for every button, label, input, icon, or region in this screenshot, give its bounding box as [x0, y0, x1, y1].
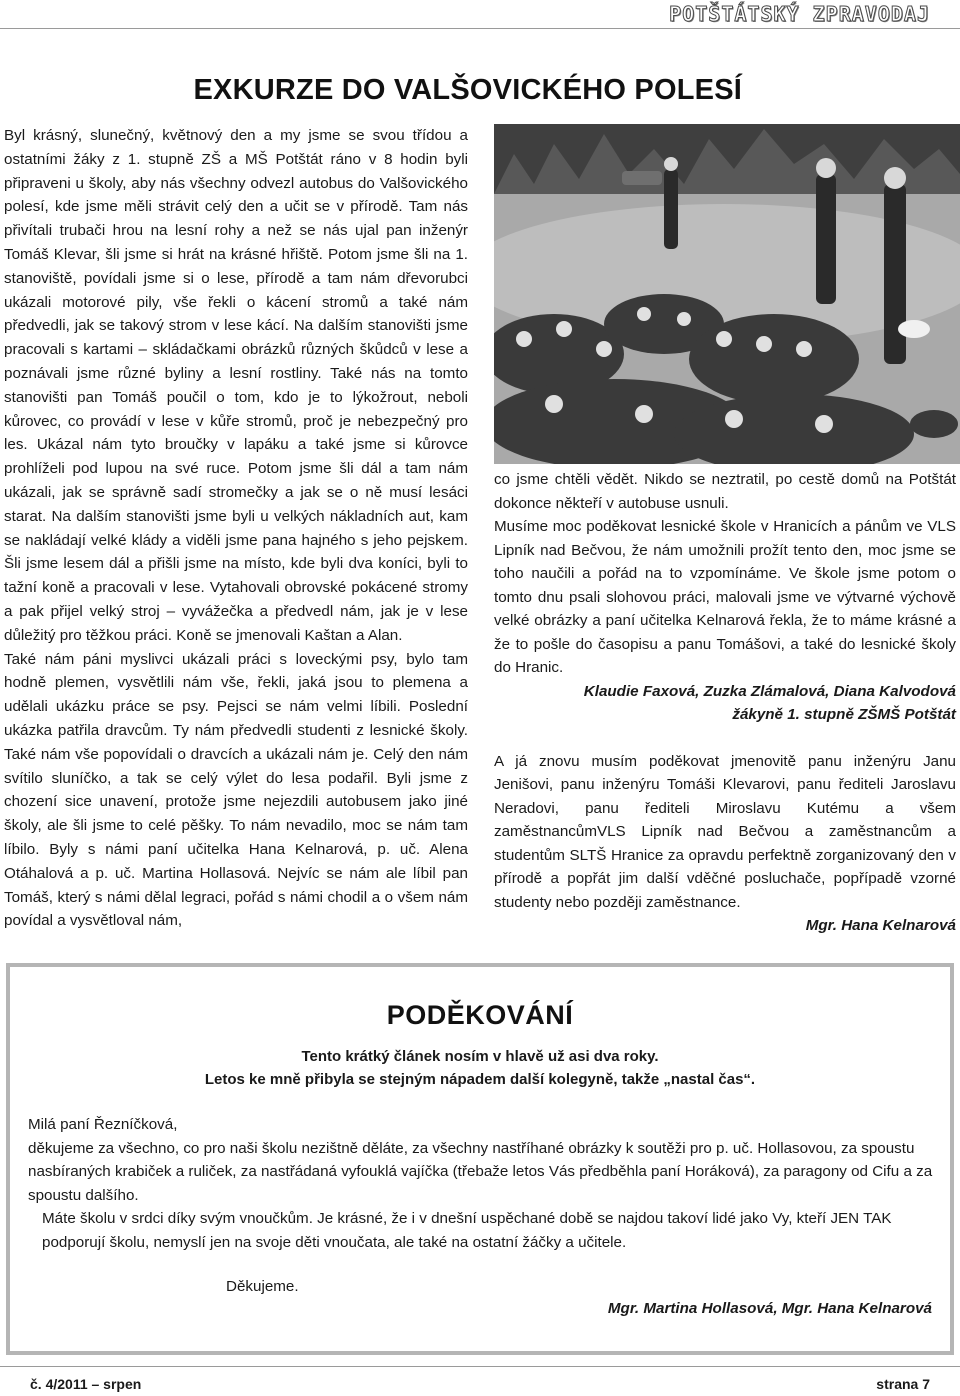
article-paragraph: Také nám páni myslivci ukázali práci s loveckými psy, bylo tam hodně plemen, vysvětlili nám vše, řekli, jaká jsou to plemena a udělali ukázku práce se psy. Pejsci se nám velmi líbili. Poslední ukázka patřila dravcům. Ty nám předvedli studenti z lesnické školy. Také nám vše popovídali o dravcích a ukázali nám je. Celý den nám svítilo sluníčko, a tak se celý výlet do lesa podařil. Byli jsme z chození sice unavení, protože jsme nejezdili autobusem jako jiné školy, ale šli jsme to celé pěšky. To nám nevadilo, moc se nám tam líbilo. Byly s námi paní učitelka Hana Kelnarová, p. uč. Alena Otáhalová a p. uč. Martina Hollasová. Nejvíc se nám ale líbil pan Tomáš, který s námi dělal legraci, pořád s námi chodil a o všem nám povídal a vysvětloval nám, [4, 650, 468, 930]
article-left-column [4, 124, 468, 933]
thanks-salutation: Milá paní Řezníčková, [28, 1116, 178, 1133]
article-title: EXKURZE DO VALŠOVICKÉHO POLESÍ [193, 74, 742, 106]
article-signature: Klaudie Faxová, Zuzka Zlámalová, Diana Kalvodová [583, 682, 956, 700]
article-paragraph: co jsme chtěli vědět. Nikdo se neztratil, po cestě domů na Potštát dokonce někteří v autobuse usnuli. [494, 471, 956, 512]
article-right-column [494, 468, 956, 938]
spacer [494, 727, 956, 750]
article-signature-role: žákyně 1. stupně ZŠMŠ Potštát [732, 706, 956, 723]
article-paragraph: Musíme moc poděkovat lesnické škole v Hranicích a pánům ve VLS Lipník nad Bečvou, že nám umožnili prožít tento den, moc jsme se toho naučili a pořád na to vzpomínáme. Ve škole jsme potom o tomto dnu psali slohovou práci, malovali jsme ve výtvarné výchově velké obrázky a paní učitelka Kelnarová řekla, že to máme krásné a že to pošle do časopisu a panu Tomášovi, a také do lesnické školy do Hranic. [494, 518, 956, 676]
footer-issue: č. 4/2011 – srpen [30, 1376, 142, 1392]
footer-page-number: strana 7 [876, 1376, 930, 1392]
thanks-subtitle-line: Letos ke mně přibyla se stejným nápadem další kolegyně, takže „nastal čas“. [204, 1071, 756, 1088]
photo-illustration [494, 124, 960, 464]
masthead: POTŠTÁTSKÝ ZPRAVODAJ [669, 2, 930, 26]
article-paragraph: Byl krásný, slunečný, květnový den a my jsme se svou třídou a ostatními žáky z 1. stupně ZŠ a MŠ Potštát ráno v 8 hodin byli připraveni u školy, aby nás všechny odvezl autobus do Valšovického polesí, kde jsme měli strávit celý den a učit se v přírodě. Tam nás přivítali trubači hrou na lesní rohy a než se nás ujal pan inženýr Tomáš Klevar, šli jsme si hrát na krásné hřiště. Potom jsme šli na 1. stanoviště, povídali jsme si o lese, přírodě a tam nám dřevorubci ukázali motorové pily, vše řekli o kácení stromů a také nám předvedli, jak se takový strom v lese kácí. Na dalším stanovišti jsme pracovali s kartami – skládačkami obrázků různých škůdců v lese a poznávali jsme různé byliny a lesní rostliny. Také nás na tomto stanovišti pan Tomáš poučil o tom, kdo je to lýkožrout, neboli kůrovec, co provádí v lese v kůře stromů, proč je nebezpečný pro les. Ukázal nám tyto broučky v lapáku a také jsme si kůrovce prohlíželi pod lupou na své ruce. Potom jsme šli dál a tam nám ukázali, jak se správně sadí stromečky a jak se o ně musí lesáci starat. Na dalším stanovišti jsme byli u velkých nákladních aut, kam se nakládají velké klády a viděli jsme pana hajného s jeho pejskem. Šli jsme lesem dál a přišli jsme na místo, kde byli dva koníci, byli to tažní koně a pracovali v lese. Vytahovali obrovské pokácené stromy a pak přijel velký stroj – vyvážečka a předvedl nám, jak je v lese důležitý pro těžkou práci. Koně se jmenovali Kaštan a Alan. [4, 127, 468, 644]
thanks-signature: Mgr. Martina Hollasová, Mgr. Hana Kelnarová [607, 1300, 932, 1317]
thanks-subtitle-line: Tento krátký článek nosím v hlavě už asi dva roky. [301, 1048, 659, 1065]
thanks-body [28, 1113, 934, 1254]
thanks-subtitle [0, 1045, 960, 1091]
article-paragraph: A já znovu musím poděkovat jmenovitě panu inženýru Janu Jenišovi, panu inženýru Tomáši Klevarovi, panu řediteli Jaroslavu Neradovi, panu řediteli Miroslavu Kutému a všem zaměstnancůmVLS Lipník nad Bečvou a zaměstnancům a studentům SLTŠ Hranice za opravdu perfektně zorganizovaný den v přírodě a popřát jim další vděčné posluchače, popřípadě vzorné studenty nebo později zaměstnance. [494, 752, 956, 911]
article-signature: Mgr. Hana Kelnarová [805, 917, 956, 934]
excursion-photo [494, 124, 960, 464]
thanks-paragraph: Máte školu v srdci díky svým vnoučkům. Je krásné, že i v dnešní uspěchané době se najdou takoví lidé jako Vy, kteří JEN TAK podporují školu, nemyslí jen na svoje děti vnoučata, ale také na ostatní žáčky a učitele. [42, 1210, 892, 1251]
thanks-closing: Děkujeme. [226, 1278, 299, 1295]
thanks-title: PODĚKOVÁNÍ [386, 1000, 574, 1030]
thanks-paragraph: děkujeme za všechno, co pro naši školu nezištně děláte, za všechny nastříhané obrázky k soutěži pro p. uč. Hollasovou, za spoustu nasbíraných krabiček a ruliček, za nastřádaná vyfouklá vajíčka (třebaže letos Vás předběhla paní Horáková), za paragony od Cifu a za spoustu dalšího. [28, 1139, 933, 1204]
footer-rule [0, 1366, 960, 1367]
header-rule [0, 28, 960, 29]
